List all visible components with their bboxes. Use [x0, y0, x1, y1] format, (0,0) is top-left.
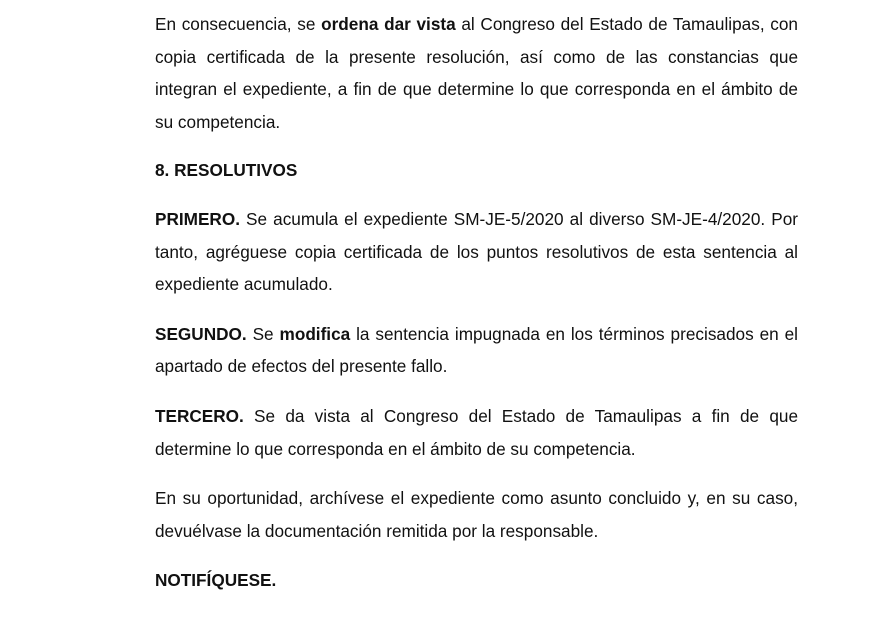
section-heading-resolutivos: 8. RESOLUTIVOS — [155, 160, 298, 181]
segundo-text-2: la sentencia impugnada en los términos precisados en el apartado de efectos del presente fallo. — [155, 323, 798, 377]
segundo-label: SEGUNDO. — [155, 323, 247, 344]
resolutivo-primero — [155, 203, 798, 301]
resolutivo-segundo — [155, 318, 798, 383]
primero-label: PRIMERO. — [155, 208, 240, 229]
closing-notifiquese: NOTIFÍQUESE. — [155, 570, 277, 591]
document-page — [155, 8, 798, 597]
primero-text: Se acumula el expediente SM-JE-5/2020 al diverso SM-JE-4/2020. Por tanto, agréguese copia certificada de los puntos resolutivos de esta sentencia al expediente acumulado. — [155, 208, 798, 295]
tercero-label: TERCERO. — [155, 405, 244, 426]
consecuencia-text-1: En consecuencia, se — [155, 14, 322, 34]
segundo-bold-modifica: modifica — [279, 323, 351, 344]
segundo-text-1: Se — [246, 323, 280, 344]
tercero-text: Se da vista al Congreso del Estado de Tamaulipas a fin de que determine lo que corresponda en el ámbito de su competencia. — [155, 405, 798, 459]
resolutivo-tercero — [155, 400, 798, 465]
paragraph-archivese: En su oportunidad, archívese el expediente como asunto concluido y, en su caso, devuélvase la documentación remitida por la responsable. — [155, 488, 798, 541]
consecuencia-bold-order: ordena dar vista — [321, 14, 456, 34]
consecuencia-text-2: al Congreso del Estado de Tamaulipas, con copia certificada de la presente resolución, así como de las constancias que integran el expediente, a fin de que determine lo que corresponda en el ámbito de su competencia. — [155, 14, 798, 132]
paragraph-consecuencia — [155, 8, 798, 138]
